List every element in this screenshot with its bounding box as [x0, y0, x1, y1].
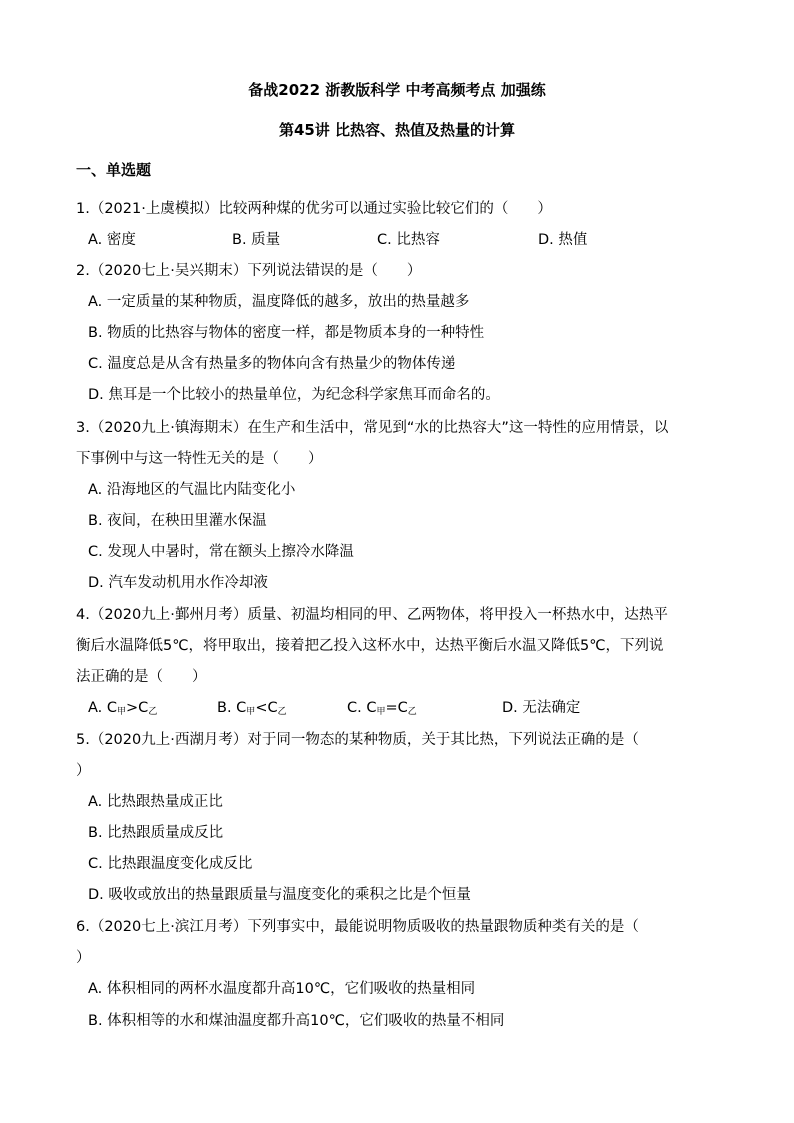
question-2-option-a: A. 一定质量的某种物质，温度降低的越多，放出的热量越多 — [88, 294, 470, 310]
question-1-option-d: D. 热值 — [538, 232, 588, 248]
question-3-stem-line-1: 3.（2020九上·镇海期末）在生产和生活中，常见到“水的比热容大”这一特性的应用情景，以 — [76, 420, 669, 436]
option-c-sub-1: 甲 — [376, 707, 386, 717]
question-1-stem: 1.（2021·上虞模拟）比较两种煤的优劣可以通过实验比较它们的（ ） — [76, 201, 552, 217]
option-b-relation: <C — [255, 700, 278, 716]
question-1-option-b: B. 质量 — [232, 232, 281, 248]
option-b-label: B. C — [217, 700, 247, 716]
question-3-stem-line-2: 下事例中与这一特性无关的是（ ） — [76, 451, 323, 467]
question-5-option-a: A. 比热跟热量成正比 — [88, 794, 223, 810]
option-c-label: C. C — [347, 700, 377, 716]
question-6-option-a: A. 体积相同的两杯水温度都升高10℃，它们吸收的热量相同 — [88, 981, 476, 997]
option-a-label: A. C — [88, 700, 118, 716]
question-1-option-c: C. 比热容 — [377, 232, 440, 248]
question-4-option-c — [347, 698, 417, 722]
option-c-relation: =C — [385, 700, 408, 716]
question-5-stem-line-1: 5.（2020九上·西湖月考）对于同一物态的某种物质，关于其比热，下列说法正确的是（ — [76, 732, 639, 748]
question-4-stem-line-2: 衡后水温降低5℃，将甲取出，接着把乙投入这杯水中，达热平衡后水温又降低5℃，下列说 — [76, 638, 664, 654]
question-2-option-d: D. 焦耳是一个比较小的热量单位，为纪念科学家焦耳而命名的。 — [88, 387, 500, 403]
option-a-sub-1: 甲 — [117, 707, 127, 717]
question-1-option-a: A. 密度 — [88, 232, 136, 248]
section-heading: 一、单选题 — [76, 161, 152, 179]
question-5-option-c: C. 比热跟温度变化成反比 — [88, 856, 253, 872]
option-b-sub-1: 甲 — [246, 707, 256, 717]
question-6-stem-line-1: 6.（2020七上·滨江月考）下列事实中，最能说明物质吸收的热量跟物质种类有关的是（ — [76, 919, 639, 935]
question-2-option-c: C. 温度总是从含有热量多的物体向含有热量少的物体传递 — [88, 356, 456, 372]
question-4-stem-line-3: 法正确的是（ ） — [76, 669, 207, 685]
question-3-option-d: D. 汽车发动机用水作冷却液 — [88, 575, 268, 591]
document-title: 备战2022 浙教版科学 中考高频考点 加强练 — [248, 81, 546, 99]
question-5-stem-line-2: ） — [76, 763, 91, 779]
question-4-stem-line-1: 4.（2020九上·鄞州月考）质量、初温均相同的甲、乙两物体，将甲投入一杯热水中，达热平 — [76, 607, 668, 623]
question-2-option-b: B. 物质的比热容与物体的密度一样，都是物质本身的一种特性 — [88, 325, 485, 341]
document-subtitle: 第45讲 比热容、热值及热量的计算 — [278, 121, 516, 139]
option-a-sub-2: 乙 — [148, 707, 158, 717]
option-c-sub-2: 乙 — [407, 707, 417, 717]
question-3-option-c: C. 发现人中暑时，常在额头上擦冷水降温 — [88, 544, 354, 560]
question-6-stem-line-2: ） — [76, 950, 91, 966]
question-3-option-a: A. 沿海地区的气温比内陆变化小 — [88, 482, 296, 498]
question-5-option-d: D. 吸收或放出的热量跟质量与温度变化的乘积之比是个恒量 — [88, 887, 471, 903]
question-2-stem: 2.（2020七上·吴兴期末）下列说法错误的是（ ） — [76, 263, 422, 279]
option-b-sub-2: 乙 — [277, 707, 287, 717]
question-4-option-b — [217, 698, 287, 722]
option-a-relation: >C — [126, 700, 149, 716]
question-4-option-d: D. 无法确定 — [502, 700, 581, 716]
question-6-option-b: B. 体积相等的水和煤油温度都升高10℃，它们吸收的热量不相同 — [88, 1013, 505, 1029]
question-5-option-b: B. 比热跟质量成反比 — [88, 825, 224, 841]
question-3-option-b: B. 夜间，在秧田里灌水保温 — [88, 513, 267, 529]
question-4-option-a — [88, 698, 157, 722]
